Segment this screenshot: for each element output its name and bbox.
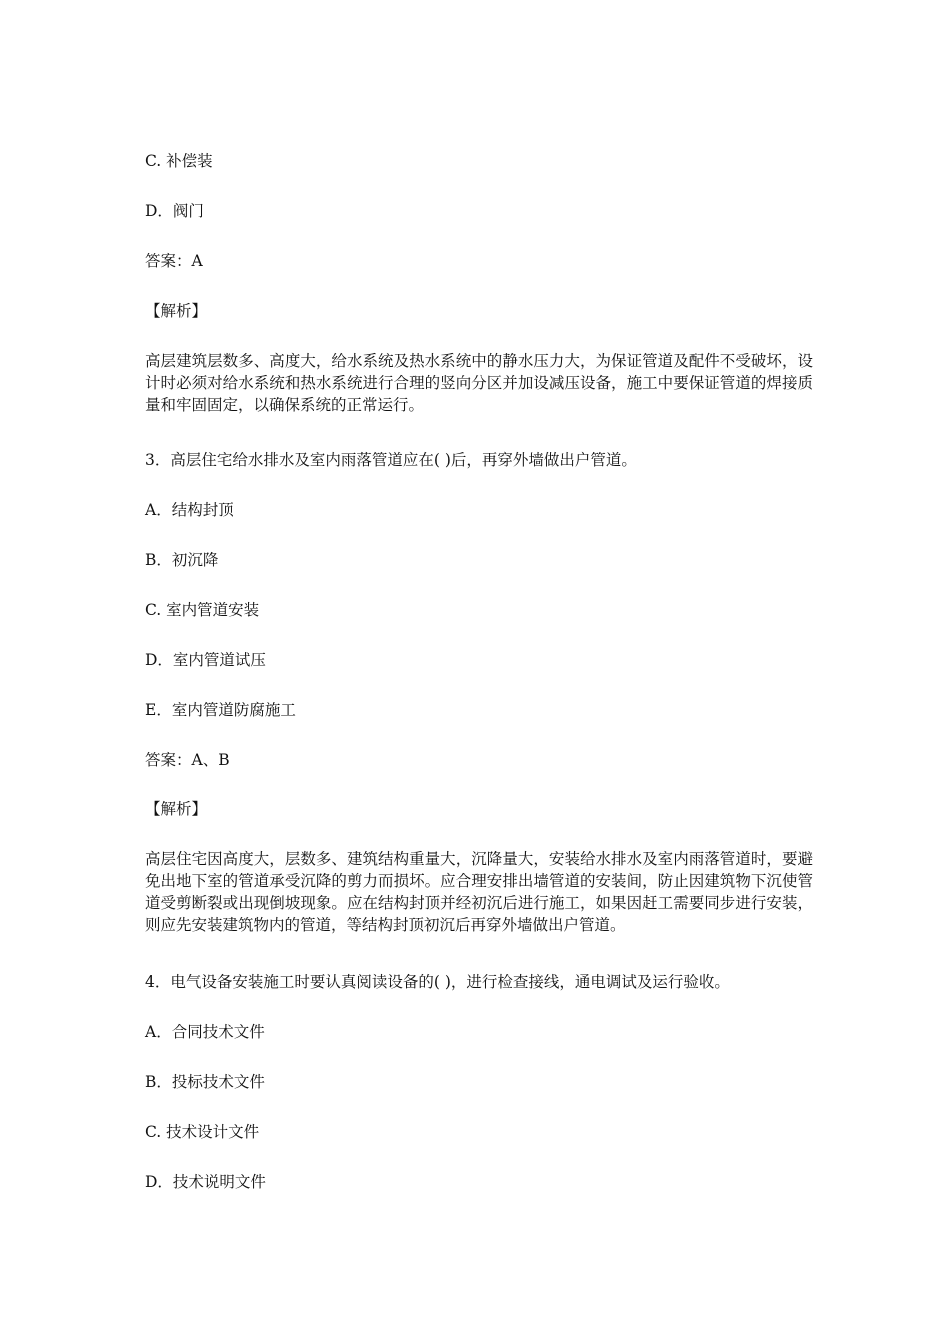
q3-option-a: A．结构封顶 (145, 501, 234, 519)
q4-option-b: B．投标技术文件 (145, 1073, 265, 1091)
q3-question: 3．高层住宅给水排水及室内雨落管道应在( )后，再穿外墙做出户管道。 (145, 451, 637, 469)
q2-analysis-text: 高层建筑层数多、高度大，给水系统及热水系统中的静水压力大，为保证管道及配件不受破坏，设计时必须对给水系统和热水系统进行合理的竖向分区并加设减压设备，施工中要保证管道的焊接质量和牢固固定，以确保系统的正常运行。 (145, 352, 813, 414)
q3-analysis-heading: 【解析】 (145, 800, 208, 818)
q4-option-a: A．合同技术文件 (145, 1023, 265, 1041)
q2-option-d: D．阀门 (145, 202, 204, 220)
q3-option-d: D．室内管道试压 (145, 651, 266, 669)
q3-analysis-text: 高层住宅因高度大，层数多、建筑结构重量大，沉降量大，安装给水排水及室内雨落管道时，要避免出地下室的管道承受沉降的剪力而损坏。应合理安排出墙管道的安装间，防止因建筑物下沉使管道受剪断裂或出现倒坡现象。应在结构封顶并经初沉后进行施工，如果因赶工需要同步进行安装，则应先安装建筑物内的管道，等结构封顶初沉后再穿外墙做出户管道。 (145, 850, 813, 934)
q3-option-e: E．室内管道防腐施工 (145, 701, 296, 719)
q4-option-c: C. 技术设计文件 (145, 1123, 260, 1141)
q2-answer: 答案：A (145, 252, 203, 270)
q2-analysis-heading: 【解析】 (145, 302, 208, 320)
q4-option-d: D．技术说明文件 (145, 1173, 266, 1191)
q3-answer: 答案：A、B (145, 751, 230, 769)
q2-option-c: C. 补偿装 (145, 152, 213, 170)
q3-option-b: B．初沉降 (145, 551, 219, 569)
q3-option-c: C. 室内管道安装 (145, 601, 260, 619)
q4-question: 4．电气设备安装施工时要认真阅读设备的( )，进行检查接线，通电调试及运行验收。 (145, 973, 730, 991)
